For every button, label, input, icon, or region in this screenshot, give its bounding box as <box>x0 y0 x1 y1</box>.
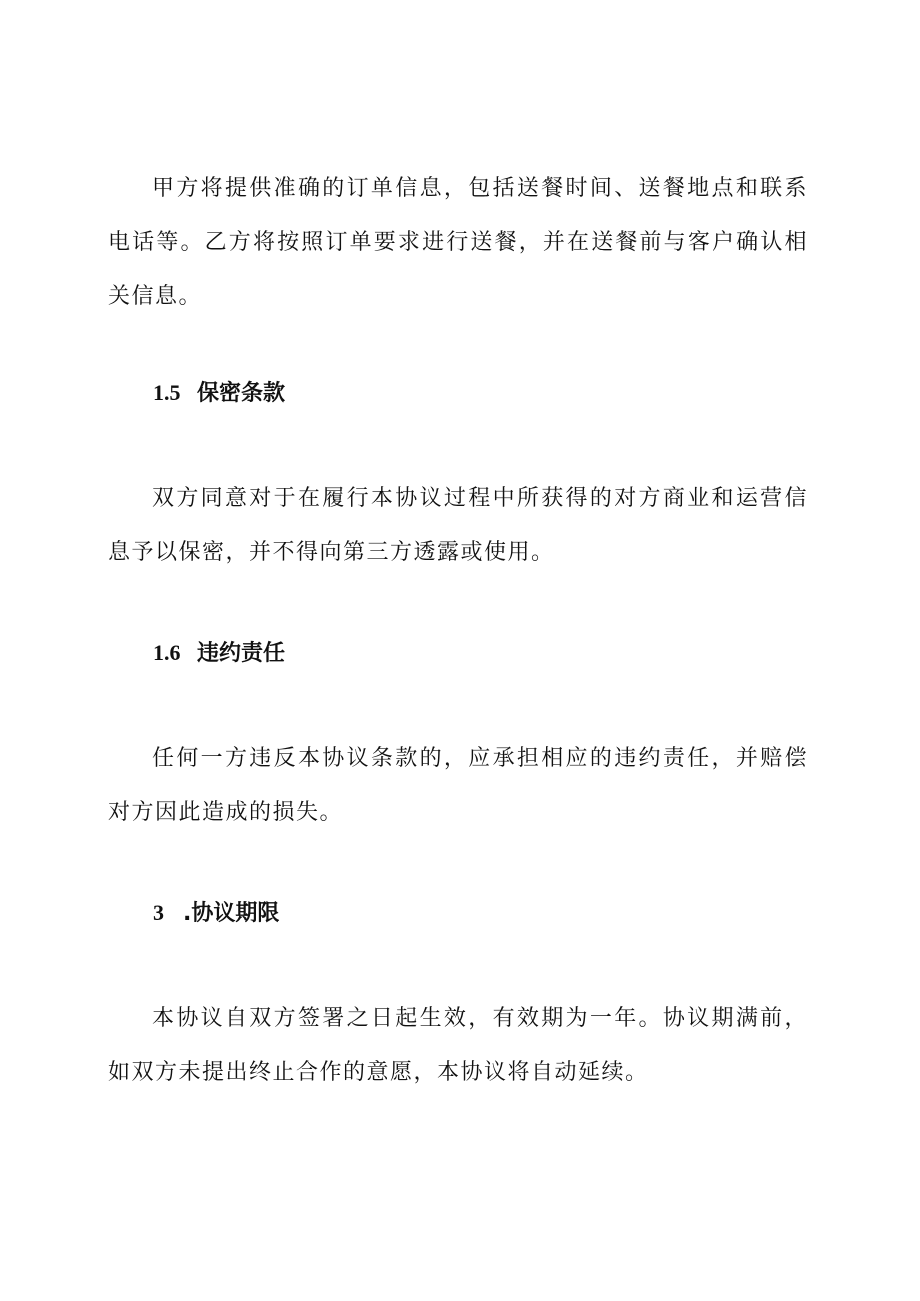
section-number: 1.6 <box>153 640 181 665</box>
section-title: .协议期限 <box>183 901 280 926</box>
section-title: 保密条款 <box>197 381 286 406</box>
section-title: 违约责任 <box>197 641 286 666</box>
section-heading-breach-liability <box>153 638 285 669</box>
section-number: 3 <box>153 900 164 925</box>
section-number: 1.5 <box>153 380 181 405</box>
agreement-term-paragraph: 本协议自双方签署之日起生效，有效期为一年。协议期满前，如双方未提出终止合作的意愿，本协议将自动延续。 <box>108 1006 808 1085</box>
order-info-paragraph: 甲方将提供准确的订单信息，包括送餐时间、送餐地点和联系电话等。乙方将按照订单要求进行送餐，并在送餐前与客户确认相关信息。 <box>108 176 808 309</box>
section-heading-confidentiality <box>153 378 285 409</box>
section-heading-agreement-term <box>153 898 279 929</box>
breach-liability-paragraph: 任何一方违反本协议条款的，应承担相应的违约责任，并赔偿对方因此造成的损失。 <box>108 746 808 825</box>
confidentiality-paragraph: 双方同意对于在履行本协议过程中所获得的对方商业和运营信息予以保密，并不得向第三方透露或使用。 <box>108 486 808 565</box>
